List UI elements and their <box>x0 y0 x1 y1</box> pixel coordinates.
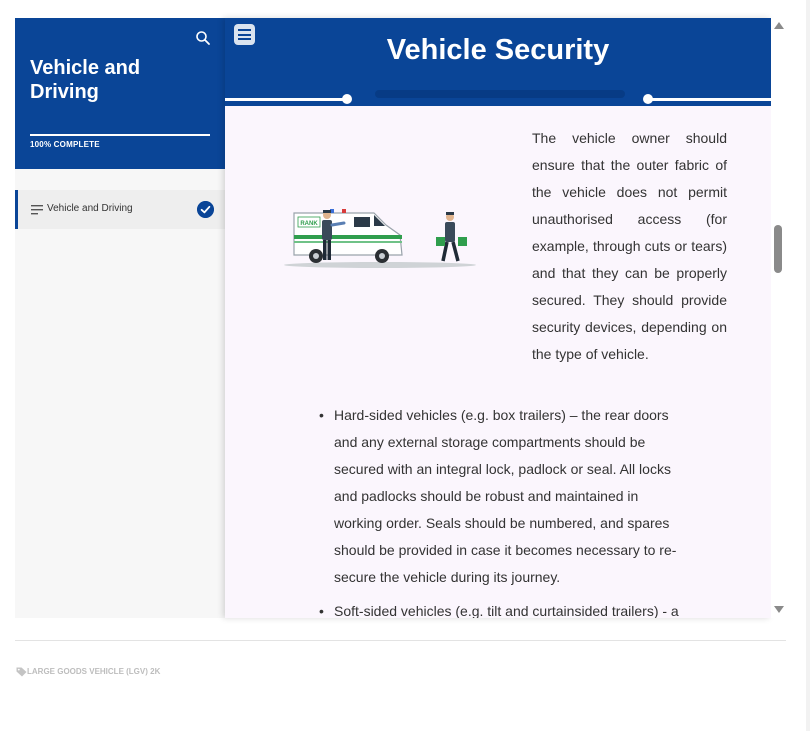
tag-icon <box>16 667 27 677</box>
course-tag-label: LARGE GOODS VEHICLE (LGV) 2K <box>27 667 161 676</box>
lines-icon <box>31 205 43 215</box>
progress-label: 100% COMPLETE <box>30 140 100 149</box>
scroll-thumb[interactable] <box>774 225 782 273</box>
footer-divider <box>15 640 786 641</box>
content-scrollbar[interactable] <box>771 18 786 618</box>
progress-bar <box>30 134 210 136</box>
header-divider-dot-left <box>342 94 352 104</box>
check-circle-icon <box>197 201 214 218</box>
scroll-up-arrow[interactable] <box>774 22 784 29</box>
van-logo-text: RANK <box>300 221 318 227</box>
page-title: Vehicle Security <box>386 34 610 66</box>
sidebar-item-label: Vehicle and Driving <box>47 203 133 214</box>
search-icon[interactable] <box>195 30 211 46</box>
lesson-content <box>225 18 771 618</box>
list-item: • Hard-sided vehicles (e.g. box trailers) – the rear doors and any external storage compartments should be secured with an integral lock, padlock or seal. All locks and padlocks should be robust and maintained in working order. Seals should be numbered, and spares should be provided in case it becomes necessary to re-secure the vehicle during its journey. <box>334 402 686 591</box>
list-item: • Soft-sided vehicles (e.g. tilt and curtainsided trailers) - a <box>334 598 686 618</box>
intro-paragraph: The vehicle owner should ensure that the outer fabric of the vehicle does not permit unauthorised access (for example, through cuts or tears) and that they can be properly secured. They should provide security devices, depending on the type of vehicle. <box>532 130 727 362</box>
sidebar <box>15 18 225 618</box>
security-van-illustration <box>282 195 478 269</box>
sidebar-header <box>15 18 225 169</box>
lesson-header <box>225 18 771 106</box>
header-divider-left <box>225 98 345 101</box>
hamburger-icon <box>238 29 251 31</box>
course-title: Vehicle and Driving <box>30 57 141 103</box>
sidebar-item-vehicle-and-driving[interactable] <box>15 190 225 229</box>
course-frame <box>15 18 786 618</box>
security-bullet-list <box>334 402 686 618</box>
progress-fill <box>30 134 210 136</box>
header-decoration <box>375 90 625 98</box>
header-divider-dot-right <box>643 94 653 104</box>
header-divider-right <box>648 98 771 101</box>
scroll-down-arrow[interactable] <box>774 606 784 613</box>
window-edge <box>806 0 810 731</box>
